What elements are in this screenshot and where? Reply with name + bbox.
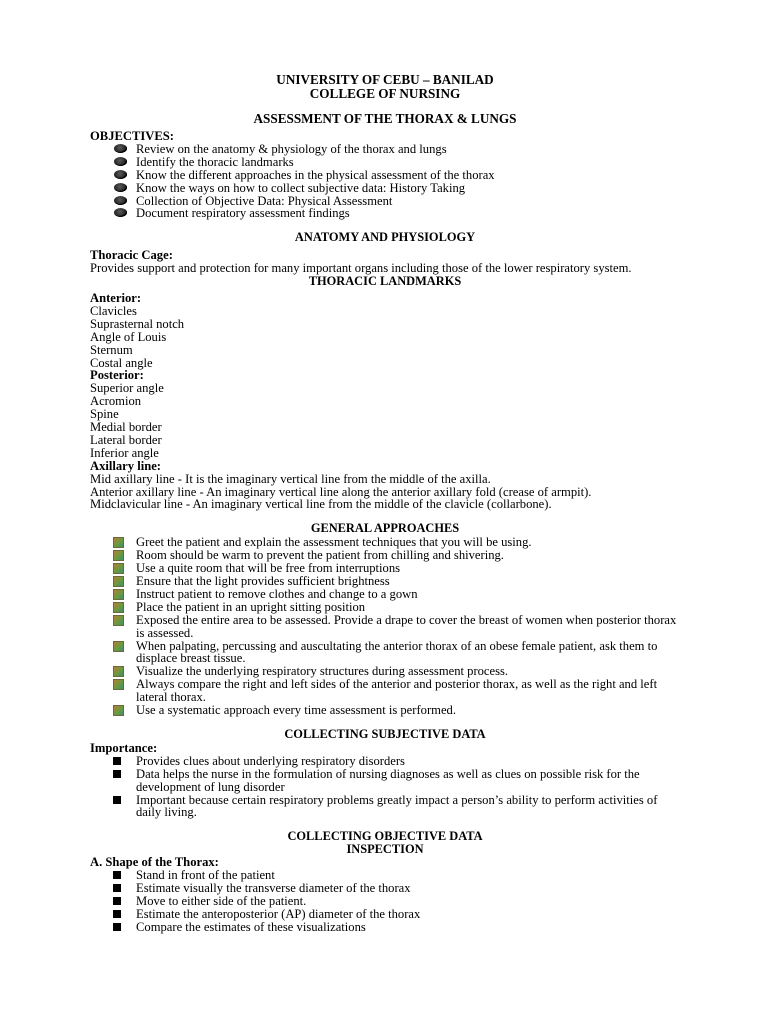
square-bullet-icon (113, 757, 121, 765)
college-name: COLLEGE OF NURSING (309, 86, 461, 101)
posterior-item: Superior angle (90, 381, 164, 396)
square-bullet-icon (113, 897, 121, 905)
square-bullet-icon (113, 796, 121, 804)
square-bullet-icon (113, 537, 124, 548)
list-item: Important because certain respiratory problems greatly impact a person’s ability to perform activities of daily living. (90, 794, 680, 820)
document-title: ASSESSMENT OF THE THORAX & LUNGS (253, 111, 517, 126)
subjective-heading: COLLECTING SUBJECTIVE DATA (284, 726, 486, 741)
square-bullet-icon (113, 910, 121, 918)
square-bullet-icon (113, 615, 124, 626)
list-item: Use a quite room that will be free from interruptions (90, 562, 680, 575)
thoracic-cage-text: Provides support and protection for many important organs including those of the lower respiratory system. (90, 261, 632, 276)
list-item: Estimate visually the transverse diameter of the thorax (90, 882, 680, 895)
square-bullet-icon (113, 884, 121, 892)
list-item: Collection of Objective Data: Physical Assessment (90, 195, 680, 208)
list-item: Identify the thoracic landmarks (90, 156, 680, 169)
square-bullet-icon (113, 705, 124, 716)
anterior-item: Suprasternal notch (90, 316, 185, 331)
square-bullet-icon (113, 666, 124, 677)
posterior-heading: Posterior: (90, 368, 144, 383)
square-bullet-icon (113, 563, 124, 574)
square-bullet-icon (113, 770, 121, 778)
posterior-item: Acromion (90, 394, 142, 409)
document-page (90, 73, 680, 934)
anterior-heading: Anterior: (90, 290, 142, 305)
list-item: Provides clues about underlying respiratory disorders (90, 755, 680, 768)
list-item: Ensure that the light provides sufficient brightness (90, 575, 680, 588)
shape-heading: A. Shape of the Thorax: (90, 855, 219, 870)
square-bullet-icon (113, 602, 124, 613)
bullet-icon (114, 183, 127, 192)
list-item: Stand in front of the patient (90, 869, 680, 882)
axillary-item: Anterior axillary line - An imaginary vertical line along the anterior axillary fold (crease of armpit). (90, 484, 592, 499)
list-item: Move to either side of the patient. (90, 895, 680, 908)
posterior-item: Medial border (90, 420, 162, 435)
square-bullet-icon (113, 576, 124, 587)
square-bullet-icon (113, 923, 121, 931)
anatomy-heading: ANATOMY AND PHYSIOLOGY (294, 230, 476, 245)
bullet-icon (114, 157, 127, 166)
square-bullet-icon (113, 641, 124, 652)
importance-list (90, 755, 680, 820)
list-item: Use a systematic approach every time assessment is performed. (90, 704, 680, 717)
approaches-heading: GENERAL APPROACHES (310, 521, 460, 536)
inspection-heading: INSPECTION (346, 842, 424, 857)
importance-heading: Importance: (90, 740, 158, 755)
shape-list (90, 869, 680, 934)
bullet-icon (114, 196, 127, 205)
square-bullet-icon (113, 550, 124, 561)
square-bullet-icon (113, 589, 124, 600)
axillary-item: Mid axillary line - It is the imaginary vertical line from the middle of the axilla. (90, 471, 491, 486)
thoracic-cage-heading: Thoracic Cage: (90, 248, 173, 263)
axillary-heading: Axillary line: (90, 458, 162, 473)
objective-heading: COLLECTING OBJECTIVE DATA (287, 829, 483, 844)
posterior-item: Spine (90, 407, 119, 422)
objectives-heading: OBJECTIVES: (90, 129, 174, 143)
anterior-item: Sternum (90, 342, 133, 357)
list-item: Data helps the nurse in the formulation of nursing diagnoses as well as clues on possible risk for the development of lung disorder (90, 768, 680, 794)
list-item: Room should be warm to prevent the patient from chilling and shivering. (90, 549, 680, 562)
approaches-list (90, 536, 680, 717)
axillary-item: Midclavicular line - An imaginary vertical line from the middle of the clavicle (collarbone). (90, 497, 552, 512)
list-item: Instruct patient to remove clothes and change to a gown (90, 588, 680, 601)
anterior-item: Angle of Louis (90, 329, 167, 344)
list-item: Exposed the entire area to be assessed. Provide a drape to cover the breast of women when posterior thorax is assessed. (90, 614, 680, 640)
bullet-icon (114, 144, 127, 153)
posterior-item: Inferior angle (90, 445, 159, 460)
list-item: Greet the patient and explain the assessment techniques that you will be using. (90, 536, 680, 549)
bullet-icon (114, 208, 127, 217)
bullet-icon (114, 170, 127, 179)
square-bullet-icon (113, 679, 124, 690)
list-item: Review on the anatomy & physiology of the thorax and lungs (90, 143, 680, 156)
list-item: Know the different approaches in the physical assessment of the thorax (90, 169, 680, 182)
list-item: Know the ways on how to collect subjective data: History Taking (90, 182, 680, 195)
posterior-item: Lateral border (90, 432, 162, 447)
list-item: Place the patient in an upright sitting position (90, 601, 680, 614)
university-name: UNIVERSITY OF CEBU – BANILAD (276, 72, 494, 87)
list-item: Compare the estimates of these visualizations (90, 921, 680, 934)
anterior-item: Clavicles (90, 303, 137, 318)
objectives-list (90, 143, 680, 220)
list-item: When palpating, percussing and auscultating the anterior thorax of an obese female patient, ask them to displace breast tissue. (90, 640, 680, 666)
square-bullet-icon (113, 871, 121, 879)
anterior-item: Costal angle (90, 355, 153, 370)
landmarks-heading: THORACIC LANDMARKS (308, 274, 462, 289)
list-item: Document respiratory assessment findings (90, 207, 680, 220)
list-item: Visualize the underlying respiratory structures during assessment process. (90, 665, 680, 678)
list-item: Always compare the right and left sides of the anterior and posterior thorax, as well as the right and left lateral thorax. (90, 678, 680, 704)
list-item: Estimate the anteroposterior (AP) diameter of the thorax (90, 908, 680, 921)
